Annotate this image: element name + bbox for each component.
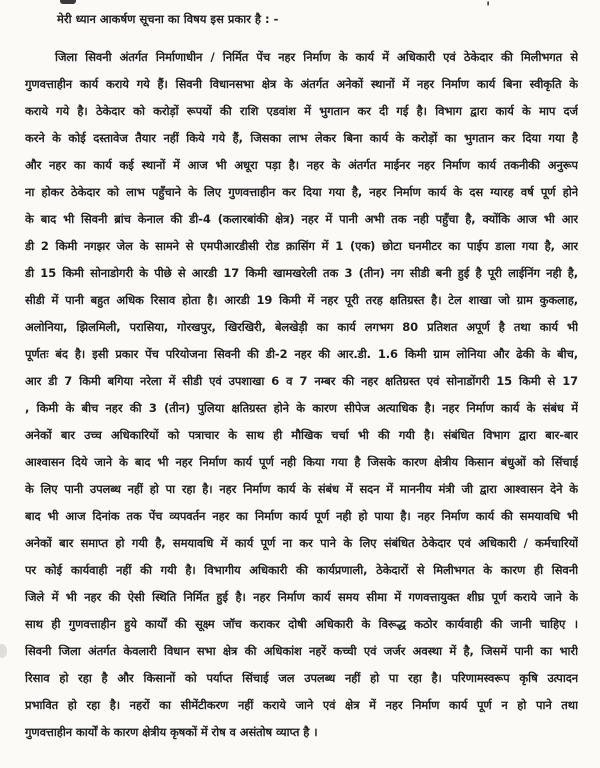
text-line: पूर्णतः बंद है। इसी प्रकार पेंच परियोजना सिवनी की डी-2 नहर की आर.डी. 1.6 किमी ग्राम लोनिया और ढेकी के बीच, [25,347,578,361]
text-line: प्रभावित हो रहा है। नहरों का सीमेंटीकरण नहीं कराये जाने एवं क्षेत्र में नहर निर्माण कार्य पूर्ण न हो पाने तथा [25,698,578,712]
text-line: अनेकों बार उच्च अधिकारियों को पत्राचार के साथ ही मौखिक चर्चा भी की गयी है। संबंधित विभाग द्वारा बार-बार [25,428,578,442]
text-line: के लिए पानी उपलब्ध नहीं हो पा रहा है। नहर निर्माण कार्य के संबंध में सदन में माननीय मंत्री जी द्वारा आश्वासन देने के [25,482,578,496]
text-line: गुणवत्ताहीन कार्यों के कारण क्षेत्रीय कृषकों में रोष व असंतोष व्याप्त है । [25,725,318,739]
text-line: गुणवत्ताहीन कार्य कराये गये हैं। सिवनी विधानसभा क्षेत्र के अंतर्गत अनेकों स्थानों में नहर निर्माण कार्य बिना स्वीकृति के [25,77,578,91]
text-line: ना होकर ठेकेदार को लाभ पहुँचाने के लिए गुणवत्ताहीन कर दिया गया है, नहर निर्माण कार्य के दस ग्यारह वर्ष पूर्ण होने [25,185,578,199]
text-line: अलोनिया, झिलमिली, परासिया, गोरखपुर, खिरखिरी, बेलखेड़ी का कार्य लगभग 80 प्रतिशत अपूर्ण है तथा कार्य भी [25,320,578,334]
text-line: जिला सिवनी अंतर्गत निर्माणाधीन / निर्मित पेंच नहर निर्माण के कार्य में अधिकारी एवं ठेकेदार की मिलीभगत से [55,50,578,64]
scan-smudge-left-icon [0,644,7,658]
text-line: साथ ही गुणवत्ताहीन हुये कार्यों की सूक्ष्म जॉच कराकर दोषी अधिकारी के विरूद्ध कठोर कार्यवाही की जानी चाहिए । [25,617,578,631]
text-line: सिवनी जिला अंतर्गत केवलारी विधान सभा क्षेत्र की अधिकांश नहरें कच्ची एवं जर्जर अवस्था में है, जिसमें पानी का भारी [25,644,578,658]
text-line: रिसाव हो रहा है और किसानों को पर्याप्त सिंचाई जल उपलब्ध नहीं हो पा रहा है। परिणामस्वरूप कृषि उत्पादन [25,671,578,685]
notice-heading: मेरी ध्यान आकर्षण सूचना का विषय इस प्रकार है : - [57,12,279,26]
text-line: डी 2 किमी नगझर जेल के सामने से एमपीआरडीसी रोड क्रासिंग में 1 (एक) छोटा घनमीटर का पाईप डाला गया है, आर [25,239,578,253]
text-line: डी 15 किमी सोनाडोगरी के पीछे से आरडी 17 किमी खामखरेली तक 3 (तीन) नग सीडी बनी हुई है पूरी लाईनिंग नही है, [25,266,578,280]
text-line: जिले में भी नहर की ऐसी स्थिति निर्मित हुई है। नहर निर्माण कार्य समय सीमा में गणवत्तायुक्त शीघ्र पूर्ण कराये जाने के [25,590,578,604]
text-line: अनेकों बार समाप्त हो गयी है, समयावधि में कार्य पूर्ण ना कर पाने के लिए संबंधित ठेकेदार एवं अधिकारी / कर्मचारियों [25,536,578,550]
scan-tick-mark: ' [486,0,491,16]
scan-smudge-top-icon [60,0,76,4]
text-line: बाद भी आज दिनांक तक पेंच व्यपवर्तन नहर का निर्माण कार्य पूर्ण नही हो पाया है। नहर निर्माण कार्य की समयावधि भी [25,509,578,523]
text-line: करने के कोई दस्तावेज तैयार नहीं किये गये हैं, जिसका लाभ लेकर बिना कार्य के करोड़ों का भुगतान कर दिया गया है [25,131,578,145]
text-line: आर डी 7 किमी बगिया नरेला में सीडी एवं उपशाखा 6 व 7 नम्बर की नहर क्षतिग्रस्त एवं सोनाडोंगरी 15 किमी से 17 [25,374,578,388]
text-line: आश्वासन दिये जाने के बाद भी नहर निर्माण कार्य पूर्ण नही किया गया है जिसके कारण क्षेत्रीय किसान बंधुओं को सिंचाई [25,455,578,469]
text-line: कराये गये है। ठेकेदार को करोड़ों रूपयों की राशि एडवांश में भुगतान कर दी गई है। विभाग द्वारा कार्य के माप दर्ज [25,104,578,118]
text-line: के बाद भी सिवनी ब्रांच केनाल की डी-4 (कलारबांकी क्षेत्र) नहर में पानी अभी तक नही पहुँचा है, क्योंकि आज भी आर [25,212,578,226]
text-line: पर कोई कार्यवाही नहीं की गयी है। विभागीय अधिकारी की कार्यप्रणाली, ठेकेदारों से मिलीभगत के कारण ही सिवनी [25,563,578,577]
text-line: और नहर का कार्य कई स्थानों में आज भी अधूरा पड़ा है। नहर के अंतर्गत माईनर नहर निर्माण कार्य तकनीकी अनुरूप [25,158,578,172]
text-line: सीडी में पानी बहुत अधिक रिसाव होता है। आरडी 19 किमी में नहर पूरी तरह क्षतिग्रस्त है। टेल शाखा जो ग्राम कुकलाह, [25,293,578,307]
text-line: , किमी के बीच नहर की 3 (तीन) पुलिया क्षतिग्रस्त होने के कारण सीपेज अत्याधिक है। नहर निर्माण कार्य के संबंध में [25,401,578,415]
